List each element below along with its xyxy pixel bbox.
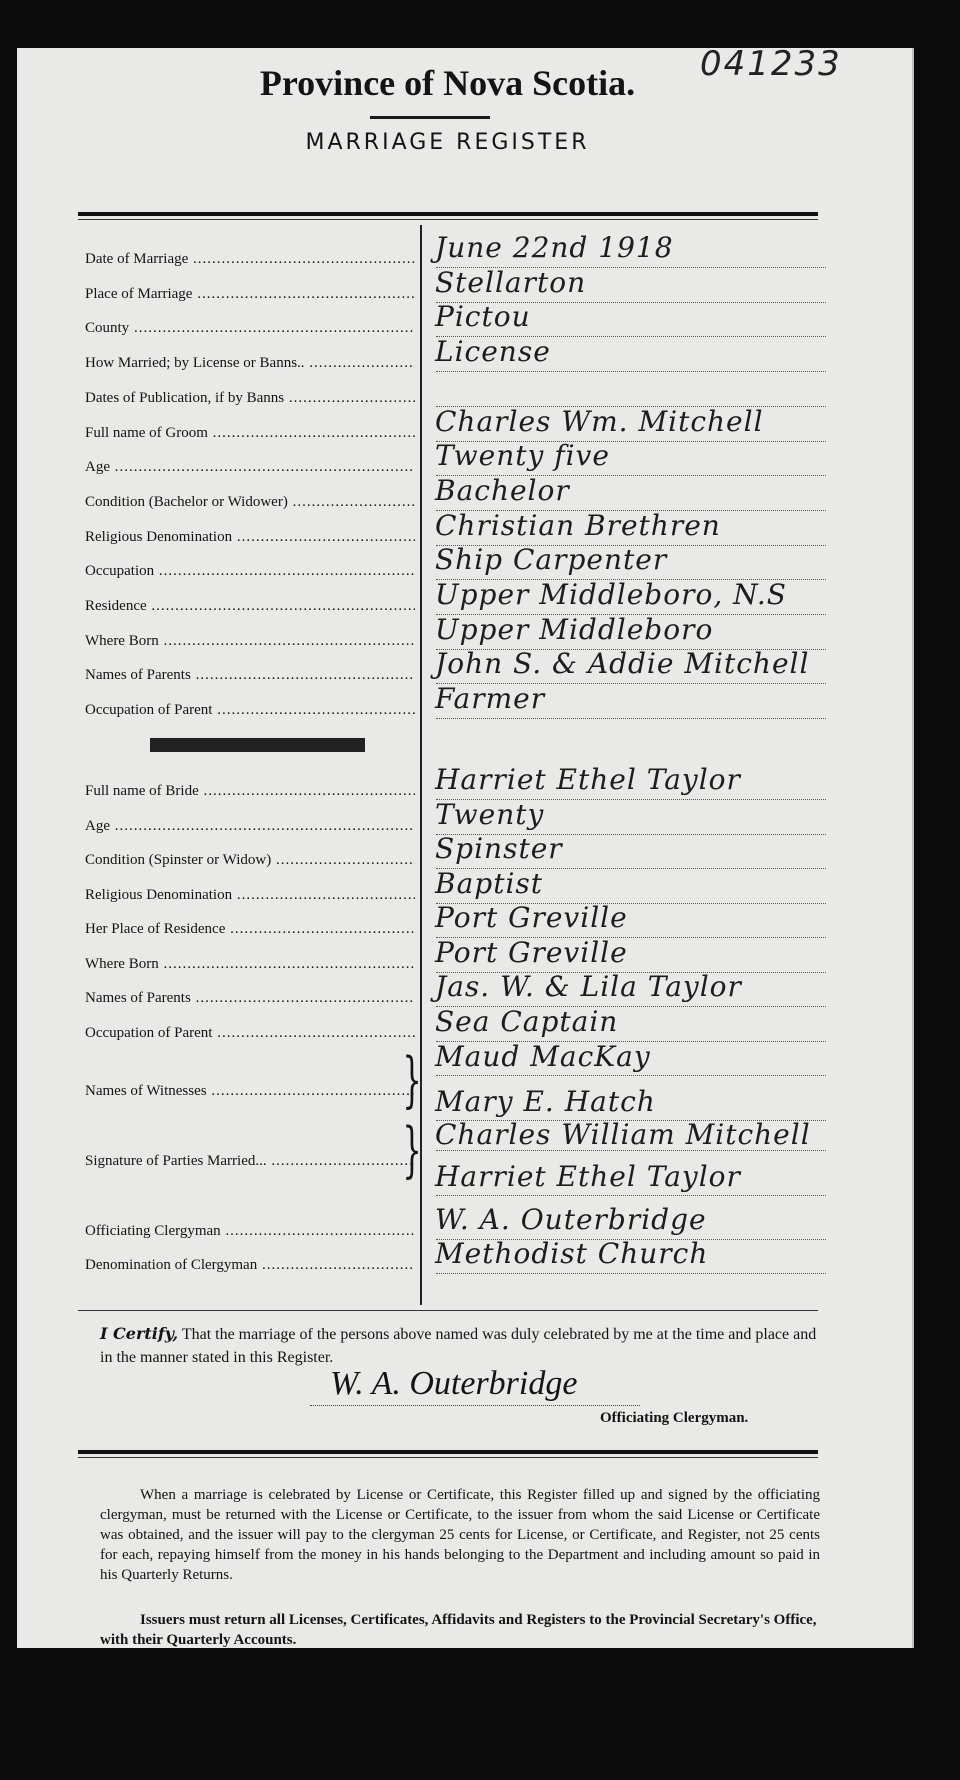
- groom-field-value: June 22nd 1918: [435, 231, 674, 264]
- groom-field-label: Date of Marriage .....: [85, 251, 415, 268]
- signatures-brace: }: [402, 1115, 422, 1185]
- witness-1-line: [436, 1075, 826, 1076]
- bride-field-value: Baptist: [435, 866, 544, 900]
- bride-field-value: Twenty: [435, 797, 545, 831]
- clergy-field-value: W. A. Outerbridge: [435, 1203, 707, 1236]
- bride-field-value: Jas. W. & Lila Taylor: [435, 970, 742, 1003]
- page-title: Province of Nova Scotia.: [259, 63, 636, 103]
- groom-field-label: Residence .....: [85, 598, 415, 615]
- bride-field-label: Where Born .....: [85, 956, 415, 973]
- clergy-field-label: Officiating Clergyman .....: [85, 1223, 415, 1240]
- notice-text: When a marriage is celebrated by License or Certificate, this Register filled up and signed by the officiating clergyman, must be returned with the License or Certificate, to the issuer from whom the said License or Certificate was obtained, and the issuer will pay to the clergyman 25 cents for License, or Certificate, and Register, not 25 cents for each, repaying himself from the money in his hands belonging to the Department and including amount so paid in his Quarterly Returns.: [100, 1487, 820, 1583]
- groom-field-label: County .....: [85, 320, 415, 337]
- bride-field-value: Port Greville: [435, 901, 628, 934]
- groom-field-value: License: [435, 335, 551, 369]
- certify-statement: [100, 1322, 820, 1369]
- witnesses-brace: }: [402, 1045, 422, 1115]
- bride-field-value: Spinster: [435, 832, 563, 865]
- bride-field-label: Condition (Spinster or Widow) .....: [85, 852, 415, 869]
- groom-field-value: Farmer: [435, 682, 546, 716]
- bride-field-label: Her Place of Residence .....: [85, 921, 415, 938]
- groom-field-value: Christian Brethren: [435, 508, 721, 542]
- bride-field-label: Religious Denomination .....: [85, 887, 415, 904]
- groom-field-label: Full name of Groom .....: [85, 425, 415, 442]
- notice-rule: [78, 1450, 818, 1454]
- signature-2-line: [436, 1195, 826, 1196]
- header-rule: [78, 212, 818, 216]
- groom-field-label: Occupation .....: [85, 563, 415, 580]
- groom-field-value: Bachelor: [435, 473, 570, 507]
- groom-field-line: [436, 371, 826, 372]
- groom-field-label: Where Born .....: [85, 633, 415, 650]
- clergy-field-line: [436, 1273, 826, 1274]
- groom-field-value: Upper Middleboro: [435, 612, 714, 646]
- bride-field-value: Sea Captain: [435, 1004, 619, 1038]
- notice-returns: Issuers must return all Licenses, Certificates, Affidavits and Registers to the Provincial Secretary's Office, with their Quarterly Accounts.: [100, 1612, 817, 1648]
- header-rule-thin: [78, 219, 818, 220]
- clergy-field-value: Methodist Church: [435, 1237, 709, 1270]
- groom-field-label: Religious Denomination .....: [85, 529, 415, 546]
- signature-bride: Harriet Ethel Taylor: [435, 1160, 741, 1193]
- document-number: 041233: [700, 44, 842, 84]
- groom-field-value: John S. & Addie Mitchell: [435, 647, 810, 681]
- groom-field-label: How Married; by License or Banns.. .....: [85, 355, 415, 372]
- groom-field-label: Place of Marriage .....: [85, 286, 415, 303]
- certify-rule: [78, 1310, 818, 1311]
- witness-1: Maud MacKay: [435, 1040, 651, 1073]
- groom-field-line: [436, 718, 826, 719]
- bride-field-label: Occupation of Parent .....: [85, 1025, 415, 1042]
- groom-field-label: Dates of Publication, if by Banns .....: [85, 390, 415, 407]
- bride-field-value: Harriet Ethel Taylor: [435, 763, 741, 796]
- signatures-label: Signature of Parties Married... .....: [85, 1153, 415, 1170]
- groom-field-label: Condition (Bachelor or Widower) .....: [85, 494, 415, 511]
- groom-field-value: Charles Wm. Mitchell: [435, 404, 764, 438]
- clergy-signature-line: [310, 1405, 640, 1406]
- bride-field-label: Names of Parents .....: [85, 990, 415, 1007]
- bride-section-bar: [150, 738, 365, 752]
- witnesses-label: Names of Witnesses .....: [85, 1083, 415, 1100]
- groom-field-value: Ship Carpenter: [435, 543, 668, 577]
- witness-2: Mary E. Hatch: [435, 1085, 656, 1118]
- clergy-signature-label: Officiating Clergyman.: [600, 1410, 749, 1426]
- signature-groom: Charles William Mitchell: [435, 1118, 811, 1151]
- title-divider: [370, 116, 490, 119]
- bride-field-label: Age .....: [85, 818, 415, 835]
- groom-field-value: Stellarton: [435, 265, 587, 299]
- bride-field-label: Full name of Bride .....: [85, 783, 415, 800]
- certify-text: That the marriage of the persons above named was duly celebrated by me at the time and place and in the manner stated in this Register.: [100, 1326, 817, 1366]
- signature-1-line: [436, 1150, 826, 1151]
- clergy-signature: W. A. Outerbridge: [330, 1365, 578, 1402]
- groom-field-value: Upper Middleboro, N.S: [435, 578, 787, 611]
- bride-field-value: Port Greville: [435, 935, 628, 969]
- register-subtitle: MARRIAGE REGISTER: [305, 130, 590, 155]
- groom-field-value: Twenty five: [435, 439, 610, 473]
- groom-field-label: Names of Parents .....: [85, 667, 415, 684]
- clergy-field-label: Denomination of Clergyman .....: [85, 1257, 415, 1274]
- groom-field-label: Age .....: [85, 459, 415, 476]
- notice-rule-thin: [78, 1457, 818, 1458]
- groom-field-label: Occupation of Parent .....: [85, 702, 415, 719]
- certify-lead: I Certify,: [100, 1324, 179, 1343]
- groom-field-value: Pictou: [435, 300, 531, 334]
